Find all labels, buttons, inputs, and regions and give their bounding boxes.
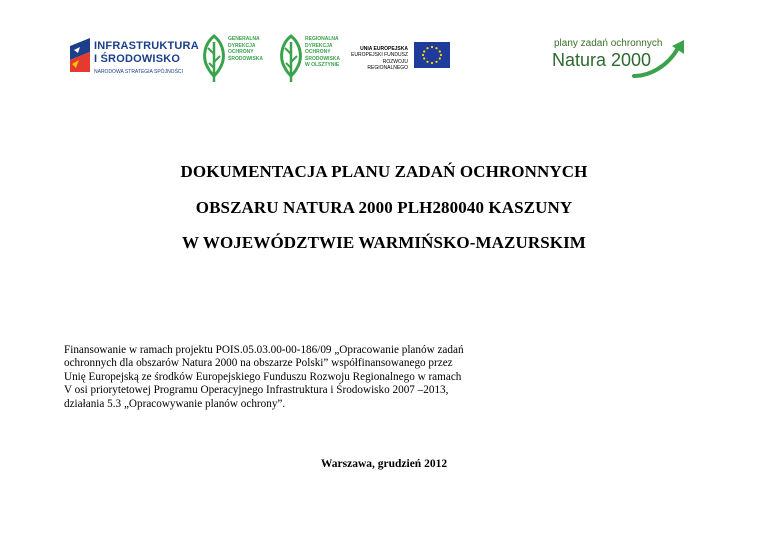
gdos-logo xyxy=(202,30,262,86)
eu-text xyxy=(346,46,408,72)
gdos-line: ŚRODOWISKA xyxy=(228,55,263,62)
leaf-icon xyxy=(202,34,226,84)
funding-line: Unię Europejską ze środków Europejskiego Funduszu Rozwoju Regionalnego w ramach xyxy=(64,370,462,383)
eu-line: EUROPEJSKI FUNDUSZ xyxy=(351,52,408,59)
rdos-text xyxy=(305,36,340,69)
document-title-line1: DOKUMENTACJA PLANU ZADAŃ OCHRONNYCH xyxy=(180,162,588,181)
rdos-line: ŚRODOWISKA xyxy=(305,55,340,62)
document-title-line2: OBSZARU NATURA 2000 PLH280040 KASZUNY xyxy=(195,198,573,217)
infra-line1: INFRASTRUKTURA xyxy=(94,40,199,52)
eu-line: ROZWOJU REGIONALNEGO xyxy=(367,58,408,72)
gdos-line: GENERALNA xyxy=(228,36,260,42)
funding-paragraph xyxy=(64,344,484,411)
natura-arrow-icon xyxy=(632,40,688,80)
funding-line: działania 5.3 „Opracowywanie planów ochrony”. xyxy=(64,397,286,410)
rdos-line: W OLSZTYNIE xyxy=(305,62,340,69)
document-title-line3: W WOJEWÓDZTWIE WARMIŃSKO-MAZURSKIM xyxy=(182,233,586,252)
gdos-line: DYREKCJA xyxy=(228,42,256,49)
infra-line2: I ŚRODOWISKO xyxy=(94,53,181,65)
gdos-line: OCHRONY xyxy=(228,49,254,56)
rdos-line: DYREKCJA xyxy=(305,42,333,49)
logo-bar xyxy=(0,30,768,90)
infrastruktura-srodowisko-logo xyxy=(70,36,198,82)
eu-logo xyxy=(346,42,450,72)
infra-line3: NARODOWA STRATEGIA SPÓJNOŚCI xyxy=(94,69,183,75)
funding-line: V osi priorytetowej Programu Operacyjnego Infrastruktura i Środowisko 2007 –2013, xyxy=(64,384,449,397)
gdos-text xyxy=(228,36,263,62)
leaf-icon xyxy=(279,34,303,84)
rdos-line: OCHRONY xyxy=(305,49,331,56)
place-and-date: Warszawa, grudzień 2012 xyxy=(320,458,448,470)
rdos-line: REGIONALNA xyxy=(305,36,339,42)
eu-flag-icon xyxy=(414,42,450,68)
eu-line: UNIA EUROPEJSKA xyxy=(360,46,408,52)
infrastruktura-flag-icon xyxy=(70,38,90,72)
natura-name: Natura 2000 xyxy=(552,50,652,70)
rdos-logo xyxy=(279,30,339,86)
natura-2000-logo xyxy=(548,38,688,82)
natura-tagline: plany zadań ochronnych xyxy=(554,38,663,49)
funding-line: Finansowanie w ramach projektu POIS.05.03.00-00-186/09 „Opracowanie planów zadań xyxy=(64,344,464,356)
funding-line: ochronnych dla obszarów Natura 2000 na obszarze Polski” współfinansowanego przez xyxy=(64,357,453,370)
